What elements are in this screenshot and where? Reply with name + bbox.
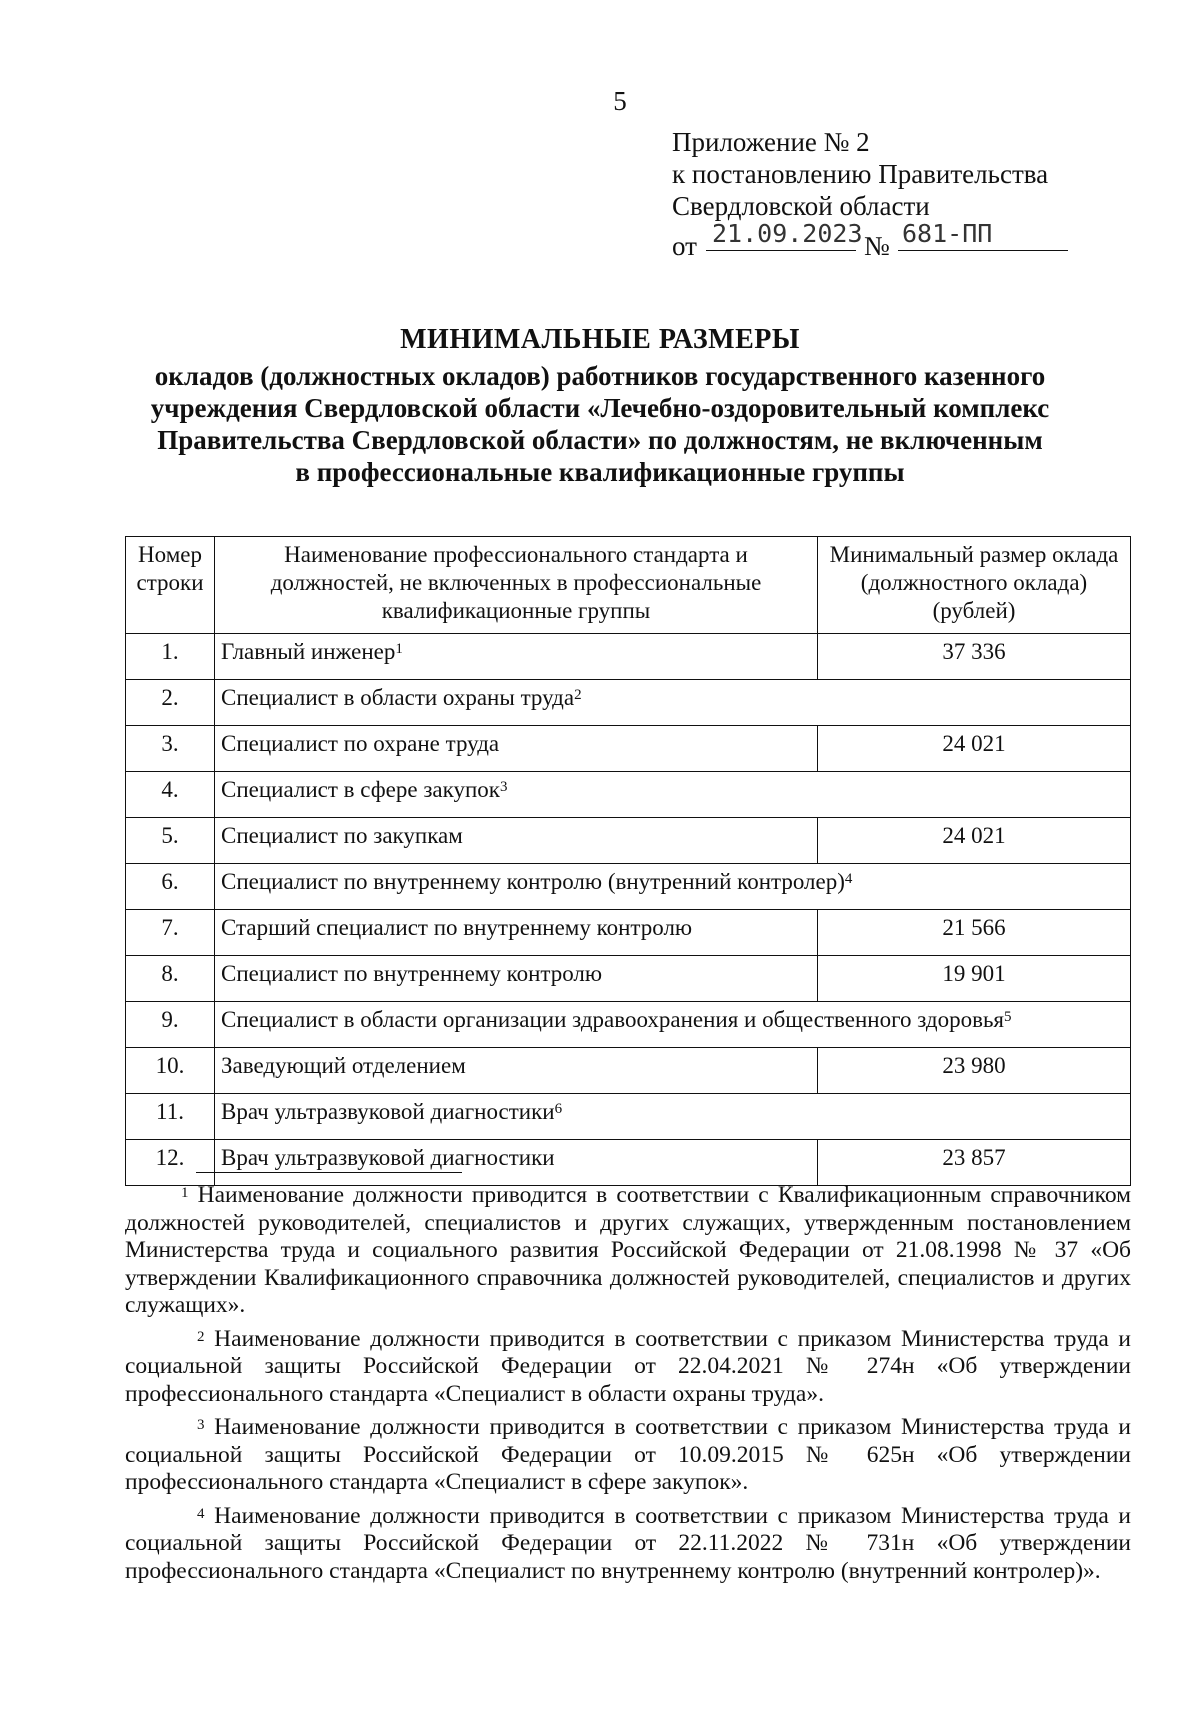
footnote-text: Наименование должности приводится в соответствии с приказом Министерства труда и социальной защиты Российской Федерации от 22.04.2021 № 274н «Об утверждении профессионального стандарта «Специалист в области охраны труда». bbox=[125, 1325, 1132, 1407]
row-salary: 19 901 bbox=[818, 956, 1131, 1002]
page-number: 5 bbox=[613, 86, 627, 116]
row-number: 6. bbox=[126, 864, 215, 910]
position-name-text: Главный инженер bbox=[221, 639, 396, 664]
title-line-4: в профессиональные квалификационные группы bbox=[295, 457, 905, 487]
footnote-mark: 3 bbox=[197, 1417, 205, 1433]
position-name-text: Старший специалист по внутреннему контролю bbox=[221, 915, 693, 940]
title-main: МИНИМАЛЬНЫЕ РАЗМЕРЫ bbox=[400, 324, 800, 355]
position-name-text: Специалист в области охраны труда bbox=[221, 685, 575, 710]
position-name-text: Специалист по закупкам bbox=[221, 823, 463, 848]
table-row bbox=[126, 1002, 1131, 1048]
row-position-name bbox=[215, 680, 1131, 726]
row-number: 9. bbox=[126, 1002, 215, 1048]
salary-table bbox=[125, 536, 1131, 1186]
row-number: 5. bbox=[126, 818, 215, 864]
row-salary: 24 021 bbox=[818, 818, 1131, 864]
from-label: от bbox=[672, 231, 697, 261]
table-row bbox=[126, 864, 1131, 910]
position-name-text: Врач ультразвуковой диагностики bbox=[221, 1099, 555, 1124]
row-position-name bbox=[215, 818, 818, 864]
table-row bbox=[126, 1094, 1131, 1140]
footnote-separator bbox=[196, 1172, 462, 1173]
title-line-1: окладов (должностных окладов) работников государственного казенного bbox=[154, 361, 1046, 391]
resolution-date: 21.09.2023 bbox=[712, 219, 863, 248]
row-number: 4. bbox=[126, 772, 215, 818]
row-number: 2. bbox=[126, 680, 215, 726]
position-name-text: Врач ультразвуковой диагностики bbox=[221, 1145, 555, 1170]
row-number: 11. bbox=[126, 1094, 215, 1140]
row-number: 1. bbox=[126, 634, 215, 680]
footnotes bbox=[125, 1182, 1131, 1591]
table-row bbox=[126, 1140, 1131, 1186]
resolution-number: 681-ПП bbox=[902, 219, 993, 248]
table-row bbox=[126, 680, 1131, 726]
row-salary: 21 566 bbox=[818, 910, 1131, 956]
appendix-line-1: Приложение № 2 bbox=[672, 127, 870, 157]
position-name-text: Заведующий отделением bbox=[221, 1053, 466, 1078]
footnote-text: Наименование должности приводится в соответствии с приказом Министерства труда и социальной защиты Российской Федерации от 22.11.2022 № 731н «Об утверждении профессионального стандарта «Специалист по внутреннему контролю (внутренний контролер)». bbox=[125, 1502, 1132, 1584]
row-position-name bbox=[215, 1002, 1131, 1048]
row-position-name bbox=[215, 1094, 1131, 1140]
table-row bbox=[126, 772, 1131, 818]
table-row bbox=[126, 726, 1131, 772]
table-row bbox=[126, 1048, 1131, 1094]
footnote-reference: 5 bbox=[1004, 1009, 1012, 1025]
row-position-name bbox=[215, 910, 818, 956]
header-salary: Минимальный размер оклада (должностного оклада) (рублей) bbox=[818, 537, 1131, 634]
footnote-3 bbox=[125, 1414, 1131, 1497]
position-name-text: Специалист в сфере закупок bbox=[221, 777, 500, 802]
row-position-name bbox=[215, 864, 1131, 910]
row-salary: 23 980 bbox=[818, 1048, 1131, 1094]
footnote-1 bbox=[125, 1182, 1131, 1320]
position-name-text: Специалист в области организации здравоохранения и общественного здоровья bbox=[221, 1007, 1005, 1032]
document-title bbox=[0, 324, 1200, 488]
table-header-row bbox=[126, 537, 1131, 634]
footnote-reference: 2 bbox=[574, 687, 582, 703]
row-position-name bbox=[215, 772, 1131, 818]
table-row bbox=[126, 634, 1131, 680]
row-number: 7. bbox=[126, 910, 215, 956]
row-number: 10. bbox=[126, 1048, 215, 1094]
title-line-2: учреждения Свердловской области «Лечебно-оздоровительный комплекс bbox=[150, 393, 1050, 423]
footnote-mark: 2 bbox=[197, 1328, 205, 1345]
table-row bbox=[126, 818, 1131, 864]
position-name-text: Специалист по охране труда bbox=[221, 731, 500, 756]
footnote-text: Наименование должности приводится в соответствии с Квалификационным справочником должностей руководителей, специалистов и других служащих, утвержденным постановлением Министерства труда и социального развития Российской Федерации от 21.08.1998 № 37 «Об утверждении Квалификационного справочника должностей руководителей, специалистов и других служащих». bbox=[125, 1182, 1132, 1318]
row-position-name bbox=[215, 634, 818, 680]
footnote-mark: 1 bbox=[181, 1185, 189, 1201]
row-position-name bbox=[215, 1140, 818, 1186]
footnote-reference: 1 bbox=[395, 641, 403, 657]
row-number: 8. bbox=[126, 956, 215, 1002]
row-salary: 37 336 bbox=[818, 634, 1131, 680]
appendix-line-2: к постановлению Правительства bbox=[672, 159, 1049, 189]
footnote-4 bbox=[125, 1503, 1131, 1586]
row-position-name bbox=[215, 1048, 818, 1094]
title-line-3: Правительства Свердловской области» по должностям, не включенным bbox=[157, 425, 1043, 455]
table-row bbox=[126, 956, 1131, 1002]
appendix-line-3: Свердловской области bbox=[672, 191, 930, 221]
row-number: 12. bbox=[126, 1140, 215, 1186]
header-number: Номер строки bbox=[126, 537, 215, 634]
footnote-mark: 4 bbox=[197, 1505, 205, 1522]
header-name: Наименование профессионального стандарта и должностей, не включенных в профессиональные квалификационные группы bbox=[215, 537, 818, 634]
row-number: 3. bbox=[126, 726, 215, 772]
appendix-date-number-row bbox=[672, 219, 1048, 261]
row-position-name bbox=[215, 956, 818, 1002]
row-salary: 23 857 bbox=[818, 1140, 1131, 1186]
position-name-text: Специалист по внутреннему контролю (внутренний контролер) bbox=[221, 869, 845, 894]
table-body bbox=[126, 634, 1131, 1186]
footnote-reference: 6 bbox=[554, 1101, 563, 1117]
footnote-text: Наименование должности приводится в соответствии с приказом Министерства труда и социальной защиты Российской Федерации от 10.09.2015 № 625н «Об утверждении профессионального стандарта «Специалист в сфере закупок». bbox=[125, 1414, 1132, 1495]
footnote-2 bbox=[125, 1326, 1131, 1409]
row-salary: 24 021 bbox=[818, 726, 1131, 772]
number-label: № bbox=[864, 231, 890, 261]
position-name-text: Специалист по внутреннему контролю bbox=[221, 961, 603, 986]
row-position-name bbox=[215, 726, 818, 772]
footnote-reference: 3 bbox=[499, 779, 508, 795]
footnote-reference: 4 bbox=[844, 871, 853, 887]
appendix-block bbox=[672, 126, 1049, 261]
table-row bbox=[126, 910, 1131, 956]
